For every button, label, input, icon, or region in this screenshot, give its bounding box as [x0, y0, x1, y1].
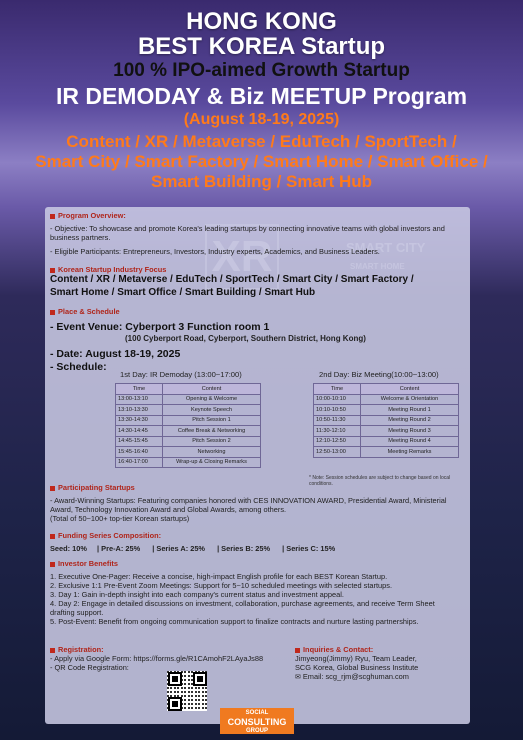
participating-count: (Total of 50~100+ top-tier Korean startups) — [50, 514, 190, 523]
table-row: 11:30-12:10 Meeting Round 3 — [314, 426, 459, 437]
funding-series-b: | Series B: 25% — [217, 544, 271, 553]
funding-series-a: | Series A: 25% — [152, 544, 205, 553]
table-row: 13:30-14:30 Pitch Session 1 — [116, 415, 261, 426]
registration-form-link[interactable]: - Apply via Google Form: https://forms.gle/R1CAmohF2LAyaJs88 — [50, 654, 264, 663]
event-venue: - Event Venue: Cyberport 3 Function room 1 — [50, 321, 270, 333]
participants-text: - Eligible Participants: Entrepreneurs, Investors, Industry experts, Academics, and Business Leaders. — [50, 247, 380, 256]
funding-items — [50, 544, 460, 553]
schedule-note: * Note: Session schedules are subject to change based on local conditions. — [309, 475, 451, 487]
participating-heading: Participating Startups — [58, 483, 135, 492]
day2-schedule-table — [313, 383, 459, 458]
schedule-label: - Schedule: — [50, 361, 107, 373]
registration-qr-label: - QR Code Registration: — [50, 663, 129, 672]
table-row: 13:00-13:10 Opening & Welcome — [116, 394, 261, 405]
col-time: Time — [314, 384, 361, 395]
sectors-line-2: Smart City / Smart Factory / Smart Home / Smart Office / — [35, 152, 488, 171]
qr-finder-top-right — [193, 672, 207, 686]
registration-heading: Registration: — [58, 645, 104, 654]
qr-finder-top-left — [168, 672, 182, 686]
email-icon: ✉ — [295, 674, 301, 681]
section-marker-icon — [50, 310, 55, 315]
funding-heading: Funding Series Composition: — [58, 531, 162, 540]
day1-schedule-table — [115, 383, 261, 468]
col-time: Time — [116, 384, 163, 395]
day2-title: 2nd Day: Biz Meeting(10:00~13:00) — [319, 370, 439, 379]
table-row: 13:10-13:30 Keynote Speech — [116, 405, 261, 416]
section-marker-icon — [50, 486, 55, 491]
section-marker-icon — [50, 268, 55, 273]
table-row: 15:45-16:40 Networking — [116, 447, 261, 458]
section-marker-icon — [50, 534, 55, 539]
title-program: IR DEMODAY & Biz MEETUP Program — [55, 83, 468, 109]
industry-focus-line-1: Content / XR / Metaverse / EduTech / SportTech / Smart City / Smart Factory / — [50, 274, 414, 285]
industry-focus — [50, 265, 460, 299]
table-row: 16:40-17:00 Wrap-up & Closing Remarks — [116, 457, 261, 468]
place-schedule-heading: Place & Schedule — [58, 307, 120, 316]
contact-email[interactable]: Email: scg_rjm@scghuman.com — [302, 672, 409, 681]
table-row: 12:50-13:00 Meeting Remarks — [314, 447, 459, 458]
event-dates: (August 18-19, 2025) — [183, 111, 340, 128]
benefit-item: 1. Executive One-Pager: Receive a concise, high-impact English profile for each BEST Korean Startup. — [50, 572, 388, 581]
objective-text: - Objective: To showcase and promote Korea's leading startups by connecting innovative teams with global investors and business partners. — [50, 224, 445, 242]
section-marker-icon — [50, 648, 55, 653]
registration — [50, 645, 280, 672]
col-content: Content — [361, 384, 459, 395]
sectors-line-1: Content / XR / Metaverse / EduTech / SportTech / — [66, 132, 457, 151]
table-row: 14:45-15:45 Pitch Session 2 — [116, 436, 261, 447]
contact-org: SCG Korea, Global Business Institute — [295, 663, 419, 672]
benefit-item: 5. Post-Event: Benefit from ongoing communication support to finalize contracts and nurture lasting partnerships. — [50, 617, 419, 626]
day1-title: 1st Day: IR Demoday (13:00~17:00) — [120, 370, 242, 379]
event-address: (100 Cyberport Road, Cyberport, Southern District, Hong Kong) — [125, 333, 366, 343]
table-row: 10:00-10:10 Welcome & Orientation — [314, 394, 459, 405]
qr-code[interactable] — [167, 671, 207, 711]
col-content: Content — [163, 384, 261, 395]
table-row: 10:10-10:50 Meeting Round 1 — [314, 405, 459, 416]
table-row: 12:10-12:50 Meeting Round 4 — [314, 436, 459, 447]
table-row: 14:30-14:45 Coffee Break & Networking — [116, 426, 261, 437]
industry-focus-line-2: Smart Home / Smart Office / Smart Building / Smart Hub — [50, 286, 316, 298]
section-marker-icon — [50, 562, 55, 567]
title-hong-kong: HONG KONG — [186, 8, 337, 35]
funding-series — [50, 531, 460, 553]
content-panel — [45, 207, 470, 724]
industry-focus-heading: Korean Startup Industry Focus — [58, 265, 167, 274]
event-date: - Date: August 18-19, 2025 — [50, 347, 181, 360]
place-schedule — [50, 307, 460, 374]
contact — [295, 645, 465, 682]
benefits-heading: Investor Benefits — [58, 559, 118, 568]
benefit-item: 2. Exclusive 1:1 Pre-Event Zoom Meetings: Support for 5~10 scheduled meetings with selected startups. — [50, 581, 392, 590]
investor-benefits — [50, 559, 460, 626]
table-row: 10:50-11:30 Meeting Round 2 — [314, 415, 459, 426]
scg-logo: SOCIAL CONSULTING GROUP — [220, 708, 294, 734]
contact-heading: Inquiries & Contact: — [303, 645, 374, 654]
funding-pre-a: | Pre-A: 25% — [97, 544, 141, 553]
benefit-item: 4. Day 2: Engage in detailed discussions on investment, collaboration, purchase agreements, and receive Term Sheet drafting support. — [50, 599, 435, 617]
contact-name: Jimyeong(Jimmy) Ryu, Team Leader, — [295, 654, 417, 663]
participating-text: - Award-Winning Startups: Featuring companies honored with CES INNOVATION AWARD, Presidential Award, Ministerial Award, Technology Innovation Award and Global Awards, among others. — [50, 496, 447, 514]
program-overview-heading: Program Overview: — [58, 211, 126, 220]
benefit-item: 3. Day 1: Gain in-depth insight into each company's current status and investment appeal. — [50, 590, 344, 599]
funding-seed: Seed: 10% — [50, 544, 87, 553]
subtitle-ipo: 100 % IPO-aimed Growth Startup — [113, 60, 410, 81]
section-marker-icon — [295, 648, 300, 653]
funding-series-c: | Series C: 15% — [282, 544, 336, 553]
program-overview — [50, 211, 460, 256]
section-marker-icon — [50, 214, 55, 219]
header — [0, 0, 523, 192]
participating-startups — [50, 483, 460, 523]
qr-finder-bottom-left — [168, 697, 182, 711]
sectors-line-3: Smart Building / Smart Hub — [150, 172, 373, 191]
title-best-korea: BEST KOREA Startup — [137, 33, 386, 60]
